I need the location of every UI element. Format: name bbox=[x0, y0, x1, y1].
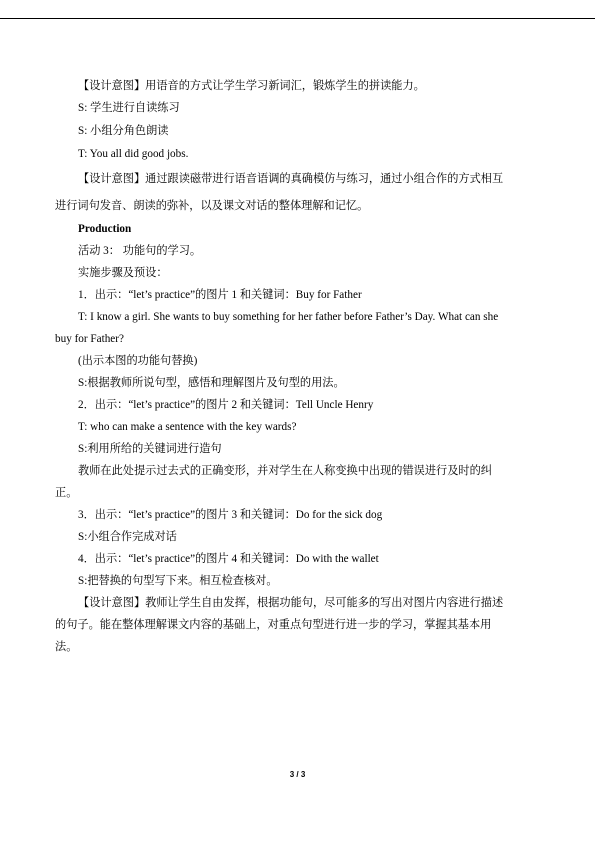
student-line: S: 小组分角色朗读 bbox=[78, 125, 169, 137]
note-line: (出示本图的功能句替换) bbox=[78, 355, 198, 367]
paragraph-continuation: 法。 bbox=[55, 641, 78, 653]
paragraph-continuation: 正。 bbox=[55, 487, 78, 499]
steps-heading: 实施步骤及预设： bbox=[78, 267, 168, 279]
student-line: S:利用所给的关键词进行造句 bbox=[78, 443, 222, 455]
step-4: 4．出示：“let’s practice”的图片 4 和关键词：Do with the wallet bbox=[78, 553, 379, 565]
paragraph-continuation: buy for Father? bbox=[55, 333, 124, 345]
section-heading-production: Production bbox=[78, 223, 132, 235]
step-1: 1．出示：“let’s practice”的图片 1 和关键词：Buy for Father bbox=[78, 289, 362, 301]
header-rule bbox=[0, 18, 595, 19]
design-intent-paragraph-1: 【设计意图】用语音的方式让学生学习新词汇，锻炼学生的拼读能力。 bbox=[78, 80, 425, 92]
student-line: S: 学生进行自读练习 bbox=[78, 102, 180, 114]
teacher-line: T: You all did good jobs. bbox=[78, 148, 189, 160]
page-number: 3 / 3 bbox=[289, 770, 306, 779]
student-line: S:小组合作完成对话 bbox=[78, 531, 177, 543]
paragraph-continuation: 的句子。能在整体理解课文内容的基础上，对重点句型进行进一步的学习，掌握其基本用 bbox=[55, 619, 492, 631]
student-line: S:把替换的句型写下来。相互检查核对。 bbox=[78, 575, 278, 587]
design-intent-paragraph-2: 【设计意图】通过跟读磁带进行语音语调的真确模仿与练习，通过小组合作的方式相互 bbox=[78, 173, 504, 185]
teacher-note: 教师在此处提示过去式的正确变形，并对学生在人称变换中出现的错误进行及时的纠 bbox=[78, 465, 492, 477]
activity-title: 活动 3： 功能句的学习。 bbox=[78, 245, 202, 257]
student-line: S:根据教师所说句型，感悟和理解图片及句型的用法。 bbox=[78, 377, 345, 389]
step-3: 3．出示：“let’s practice”的图片 3 和关键词：Do for the sick dog bbox=[78, 509, 383, 521]
step-2: 2．出示：“let’s practice”的图片 2 和关键词：Tell Uncle Henry bbox=[78, 399, 374, 411]
teacher-line: T: I know a girl. She wants to buy something for her father before Father’s Day. What can she bbox=[78, 311, 499, 323]
paragraph-continuation: 进行词句发音、朗读的弥补，以及课文对话的整体理解和记忆。 bbox=[55, 200, 369, 212]
design-intent-paragraph-3: 【设计意图】教师让学生自由发挥，根据功能句，尽可能多的写出对图片内容进行描述 bbox=[78, 597, 504, 609]
teacher-line: T: who can make a sentence with the key wards? bbox=[78, 421, 297, 433]
